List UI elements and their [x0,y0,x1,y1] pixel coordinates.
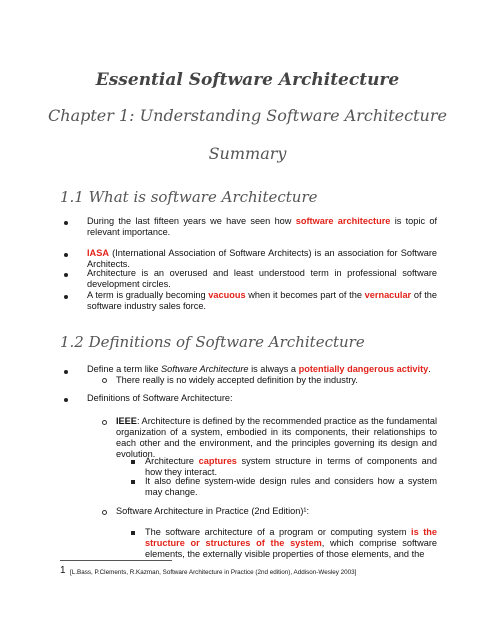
list-item: It also define system-wide design rules and considers how a system may change. [145,476,437,497]
list-item: Architecture captures system structure in terms of components and how they interact. [145,456,437,477]
chapter-title: Chapter 1: Understanding Software Architecture [48,106,447,125]
sub-bullet-icon [102,378,107,383]
list-item: IEEE: Architecture is defined by the recommended practice as the fundamental organization of a system, embodied in its components, their relationships to each other and the environment, and the principles governing its design and evolution. [116,416,437,459]
footnote-number: 1 [60,565,66,576]
footnote-divider [60,560,172,561]
sub-bullet-icon [102,420,107,425]
section-heading-1-2: 1.2 Definitions of Software Architecture [60,333,365,351]
square-bullet-icon [131,531,135,535]
list-item: Define a term like Software Architecture is always a potentially dangerous activity. [87,364,431,374]
bullet-icon [64,221,68,225]
list-item: During the last fifteen years we have seen how software architecture is topic of relevant importance. [87,216,437,237]
list-item: Definitions of Software Architecture: [87,393,233,403]
bullet-icon [64,253,68,257]
summary-heading: Summary [208,144,287,163]
sub-bullet-icon [102,510,107,515]
footnote-text: [L.Bass, P.Clements, R.Kazman, Software Architecture in Practice (2nd edition), Addison-Wesley 2003] [70,569,357,576]
list-item: There really is no widely accepted definition by the industry. [116,375,358,385]
square-bullet-icon [131,460,135,464]
list-item: IASA (International Association of Software Architects) is an association for Software Architects. [87,248,437,269]
bullet-icon [64,273,68,277]
bullet-icon [64,295,68,299]
bullet-icon [64,370,68,374]
list-item: Software Architecture in Practice (2nd Edition)¹: [116,506,310,516]
square-bullet-icon [131,480,135,484]
list-item: The software architecture of a program or computing system is the structure or structures of the system, which comprise software elements, the externally visible properties of those elements, and the [145,527,437,559]
list-item: Architecture is an overused and least understood term in professional software development circles. [87,268,437,289]
list-item: A term is gradually becoming vacuous when it becomes part of the vernacular of the software industry sales force. [87,290,437,311]
document-title: Essential Software Architecture [95,70,400,90]
bullet-icon [64,398,68,402]
section-heading-1-1: 1.1 What is software Architecture [60,188,318,206]
